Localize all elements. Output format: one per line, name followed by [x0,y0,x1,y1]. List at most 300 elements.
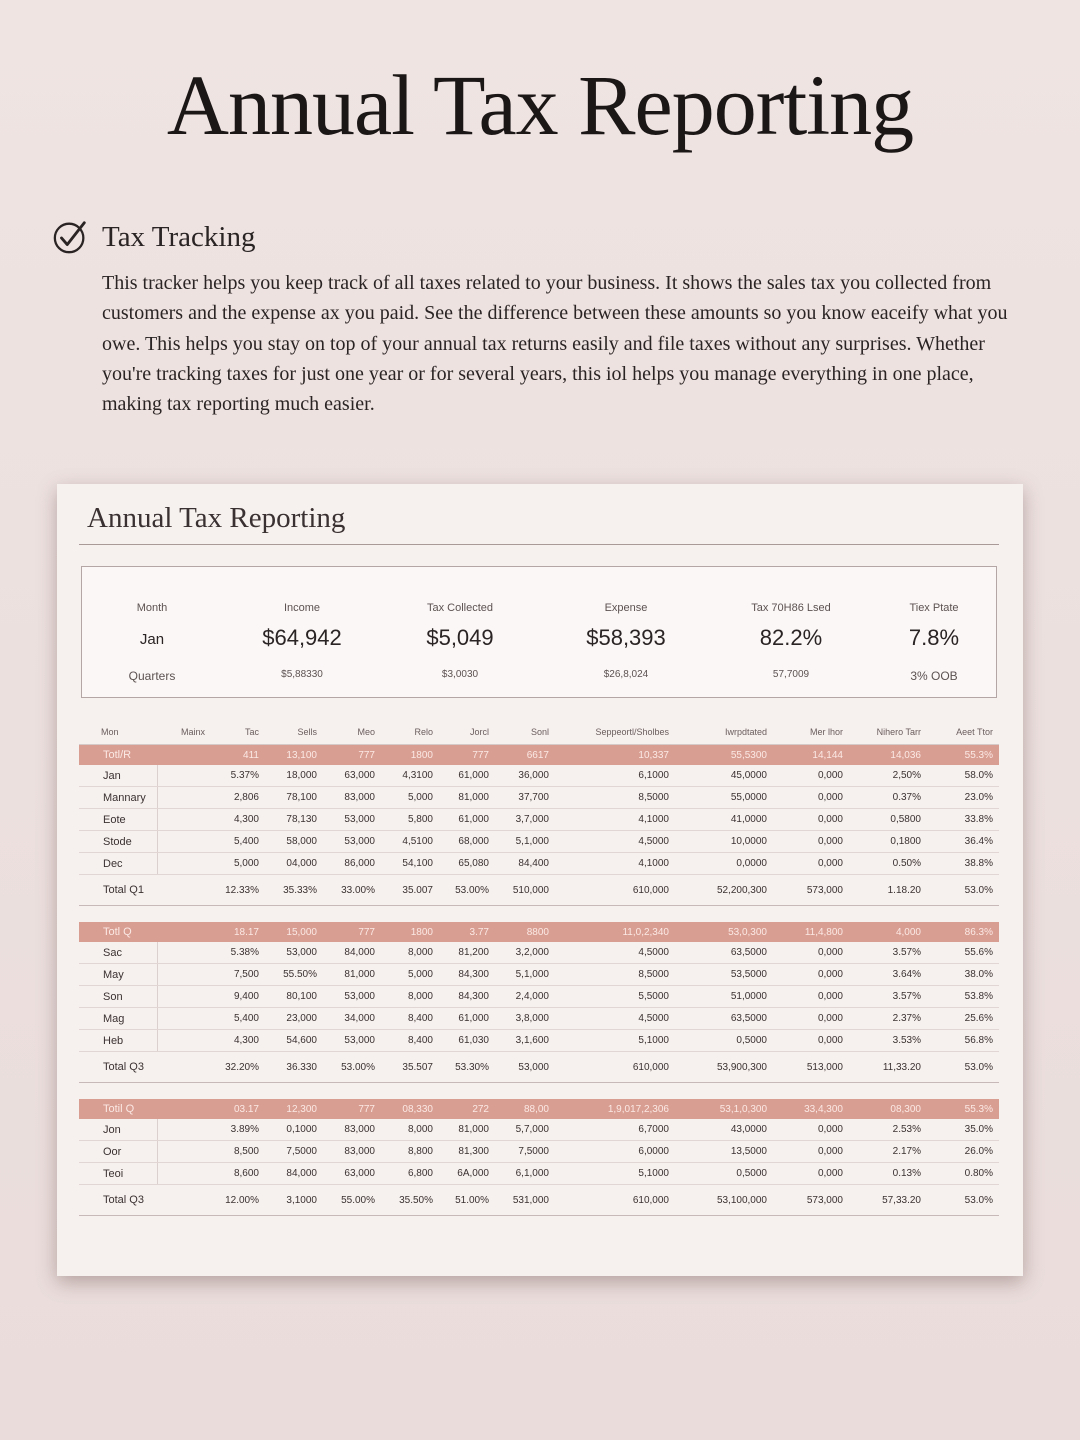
table-cell: 531,000 [495,1185,555,1216]
column-header: Meo [323,720,381,745]
column-header: Tac [211,720,265,745]
table-cell [157,1030,211,1052]
table-cell: 78,130 [265,809,323,831]
table-cell: 4,3100 [381,765,439,787]
row-label: May [79,964,157,986]
card-title: Annual Tax Reporting [87,502,346,534]
table-cell: 0,000 [773,787,849,809]
summary-sub: $26,8,024 [603,669,649,680]
table-cell: 2.17% [849,1141,927,1163]
table-cell: 35.507 [381,1052,439,1083]
header-row [79,720,999,745]
summary-tax-used [726,567,856,697]
table-cell: 5.37% [211,765,265,787]
table-cell: 84,300 [439,964,495,986]
table-cell: 35.50% [381,1185,439,1216]
table-cell: 54,600 [265,1030,323,1052]
table-cell [157,986,211,1008]
summary-sub: 3% OOB [910,669,958,683]
table-cell: 6617 [495,745,555,766]
table-cell: 58.0% [927,765,999,787]
table-cell: 63,000 [323,765,381,787]
table-cell: 5.38% [211,942,265,964]
table-cell [157,1008,211,1030]
table-cell: 610,000 [555,875,675,906]
table-row [79,765,999,787]
row-label: Totl Q [79,922,157,942]
table-cell: 23,000 [265,1008,323,1030]
table-cell: 9,400 [211,986,265,1008]
table-cell: 36.330 [265,1052,323,1083]
table-cell: 411 [211,745,265,766]
spacer-cell [79,1083,999,1100]
table-cell: 5,000 [211,853,265,875]
quarter-band-row [79,1099,999,1119]
table-cell: 8,000 [381,986,439,1008]
table-cell: 41,0000 [675,809,773,831]
row-label: Dec [79,853,157,875]
table-cell: 13,100 [265,745,323,766]
summary-label: Tiex Ptate [909,602,959,614]
table-cell: 53.30% [439,1052,495,1083]
table-cell: 3.89% [211,1119,265,1141]
table-body [79,745,999,1216]
table-cell: 68,000 [439,831,495,853]
table-cell: 3.57% [849,986,927,1008]
table-cell: 8800 [495,922,555,942]
table-cell: 3,2,000 [495,942,555,964]
table-cell: 4,5000 [555,831,675,853]
table-cell: 0,000 [773,1030,849,1052]
table-cell: 3,1000 [265,1185,323,1216]
summary-value: $64,942 [262,625,342,650]
table-cell: 83,000 [323,787,381,809]
table-cell: 1,9,017,2,306 [555,1099,675,1119]
quarter-band-row [79,745,999,766]
table-row [79,1119,999,1141]
row-label: Mag [79,1008,157,1030]
table-cell: 5,1000 [555,1030,675,1052]
table-cell: 51,0000 [675,986,773,1008]
table-row [79,831,999,853]
table-cell: 53,000 [323,809,381,831]
column-header: Iwrpdtated [675,720,773,745]
table-cell: 8,5000 [555,964,675,986]
table-cell: 55.3% [927,745,999,766]
table-cell: 35.0% [927,1119,999,1141]
table-cell: 32.20% [211,1052,265,1083]
table-cell: 8,500 [211,1141,265,1163]
table-cell [157,745,211,766]
table-cell: 53,0,300 [675,922,773,942]
table-cell: 14,036 [849,745,927,766]
table-cell [157,1099,211,1119]
table-cell: 56.8% [927,1030,999,1052]
table-cell: 0,000 [773,1141,849,1163]
section-title: Tax Tracking [102,220,256,253]
checkmark-circle-icon [52,218,90,256]
table-cell: 0,000 [773,765,849,787]
summary-sub: Quarters [128,669,176,683]
table-cell: 4,300 [211,1030,265,1052]
table-cell: 7,5000 [265,1141,323,1163]
table-cell: 63,5000 [675,1008,773,1030]
table-cell [157,922,211,942]
table-cell [157,964,211,986]
table-cell: 5,800 [381,809,439,831]
row-label: Stode [79,831,157,853]
table-cell: 7,5000 [495,1141,555,1163]
quarter-total-row [79,875,999,906]
table-cell: 8,000 [381,1119,439,1141]
table-cell: 6,1,000 [495,1163,555,1185]
table-cell [157,1185,211,1216]
row-label: Total Q3 [79,1052,157,1083]
table-cell: 777 [439,745,495,766]
summary-value: 82.2% [759,625,823,650]
table-row [79,1008,999,1030]
row-label: Son [79,986,157,1008]
column-header: Mainx [157,720,211,745]
table-cell: 1800 [381,745,439,766]
table-cell [157,875,211,906]
table-cell: 5,000 [381,787,439,809]
table-cell: 10,0000 [675,831,773,853]
table-cell: 7,500 [211,964,265,986]
summary-tax-collected [400,567,520,697]
summary-value: $5,049 [426,625,494,650]
table-cell: 04,000 [265,853,323,875]
summary-label: Month [136,602,168,614]
table-cell: 53.8% [927,986,999,1008]
table-header [79,720,999,745]
table-cell: 52,200,300 [675,875,773,906]
table-cell: 0,000 [773,1119,849,1141]
table-cell: 55,5300 [675,745,773,766]
table-cell: 61,000 [439,809,495,831]
table-cell: 2.53% [849,1119,927,1141]
table-cell: 0,000 [773,986,849,1008]
table-cell: 3.64% [849,964,927,986]
table-cell: 55.50% [265,964,323,986]
table-cell [157,942,211,964]
summary-value: $58,393 [586,625,666,650]
table-cell: 86.3% [927,922,999,942]
table-cell: 573,000 [773,1185,849,1216]
table-cell: 84,300 [439,986,495,1008]
table-cell: 78,100 [265,787,323,809]
table-cell: 4,1000 [555,809,675,831]
table-cell: 1800 [381,922,439,942]
table-cell: 53,000 [323,986,381,1008]
table-cell: 5,000 [381,964,439,986]
column-header: Mer lhor [773,720,849,745]
summary-label: Tax Collected [426,602,494,614]
table-cell: 63,5000 [675,942,773,964]
table-cell: 0,5000 [675,1030,773,1052]
table-cell: 8,5000 [555,787,675,809]
table-cell: 81,000 [439,787,495,809]
tax-report-card [57,484,1023,1276]
section-header [52,218,255,256]
table-cell: 6,800 [381,1163,439,1185]
table-cell: 4,5000 [555,1008,675,1030]
table-cell: 36.4% [927,831,999,853]
table-cell: 12.33% [211,875,265,906]
table-cell: 51.00% [439,1185,495,1216]
table-cell [157,853,211,875]
column-header: Nihero Tarr [849,720,927,745]
table-cell [157,1119,211,1141]
table-cell: 3.57% [849,942,927,964]
table-row [79,964,999,986]
table-cell: 0,000 [773,964,849,986]
table-row [79,787,999,809]
table-cell: 38.0% [927,964,999,986]
column-header: Mon [79,720,157,745]
table-cell: 83,000 [323,1141,381,1163]
table-cell: 84,400 [495,853,555,875]
table-cell: 6,7000 [555,1119,675,1141]
table-cell: 63,000 [323,1163,381,1185]
table-cell: 0,1800 [849,831,927,853]
table-cell: 4,5100 [381,831,439,853]
table-cell: 61,000 [439,765,495,787]
table-row [79,1141,999,1163]
table-cell: 1.18.20 [849,875,927,906]
table-cell: 37,700 [495,787,555,809]
table-cell: 8,800 [381,1141,439,1163]
table-row [79,1030,999,1052]
table-cell: 08,330 [381,1099,439,1119]
table-cell: 573,000 [773,875,849,906]
table-cell: 23.0% [927,787,999,809]
table-cell: 55,0000 [675,787,773,809]
table-cell: 58,000 [265,831,323,853]
table-cell: 4,000 [849,922,927,942]
table-cell: 18.17 [211,922,265,942]
table-cell: 53,000 [323,831,381,853]
table-cell: 5,5000 [555,986,675,1008]
table-cell: 53.00% [323,1052,381,1083]
table-cell: 38.8% [927,853,999,875]
table-cell: 65,080 [439,853,495,875]
table-cell [157,1052,211,1083]
table-cell: 53,000 [495,1052,555,1083]
table-cell: 5,400 [211,831,265,853]
table-cell: 0,000 [773,831,849,853]
table-cell: 13,5000 [675,1141,773,1163]
table-cell: 43,0000 [675,1119,773,1141]
table-cell: 6,1000 [555,765,675,787]
table-cell: 510,000 [495,875,555,906]
table-cell: 33.00% [323,875,381,906]
table-cell: 55.6% [927,942,999,964]
table-cell: 777 [323,745,381,766]
row-label: Total Q1 [79,875,157,906]
table-cell: 0,1000 [265,1119,323,1141]
group-spacer [79,906,999,923]
table-cell: 0,000 [773,1008,849,1030]
group-spacer [79,1083,999,1100]
table-cell: 5,1,000 [495,831,555,853]
table-cell: 0,000 [773,1163,849,1185]
column-header: Seppeortl/Sholbes [555,720,675,745]
table-cell: 2,50% [849,765,927,787]
row-label: Jan [79,765,157,787]
table-cell: 3.53% [849,1030,927,1052]
quarter-band-row [79,922,999,942]
table-cell: 81,300 [439,1141,495,1163]
table-cell: 53,000 [265,942,323,964]
table-cell: 0,0000 [675,853,773,875]
row-label: Teoi [79,1163,157,1185]
table-cell: 3.77 [439,922,495,942]
column-header: Jorcl [439,720,495,745]
table-cell: 8,400 [381,1008,439,1030]
summary-panel [81,566,997,698]
table-cell: 34,000 [323,1008,381,1030]
quarter-total-row [79,1185,999,1216]
table-cell: 272 [439,1099,495,1119]
table-cell: 3,7,000 [495,809,555,831]
table-cell: 0,5000 [675,1163,773,1185]
page-title: Annual Tax Reporting [166,57,914,153]
summary-label: Tax 70H86 Lsed [751,602,831,614]
table-cell: 12,300 [265,1099,323,1119]
table-cell: 5,400 [211,1008,265,1030]
table-cell [157,787,211,809]
row-label: Totil Q [79,1099,157,1119]
table-cell: 0,5800 [849,809,927,831]
table-cell: 5,1,000 [495,964,555,986]
table-cell: 53,900,300 [675,1052,773,1083]
table-cell: 33,4,300 [773,1099,849,1119]
table-cell: 5,1000 [555,1163,675,1185]
table-cell: 11,0,2,340 [555,922,675,942]
table-cell [157,765,211,787]
table-cell: 777 [323,922,381,942]
column-header: Sells [265,720,323,745]
table-cell: 55.3% [927,1099,999,1119]
table-cell: 81,000 [439,1119,495,1141]
table-cell: 0,000 [773,942,849,964]
table-cell: 2,806 [211,787,265,809]
summary-sub: $3,0030 [441,669,479,680]
table-cell: 80,100 [265,986,323,1008]
table-cell [157,1163,211,1185]
table-cell: 8,000 [381,942,439,964]
table-cell: 61,030 [439,1030,495,1052]
table-cell [157,809,211,831]
table-row [79,986,999,1008]
table-cell: 15,000 [265,922,323,942]
table-cell: 11,33.20 [849,1052,927,1083]
table-cell: 3,8,000 [495,1008,555,1030]
summary-sub: $5,88330 [281,669,323,680]
table-cell: 03.17 [211,1099,265,1119]
table-cell: 53,000 [323,1030,381,1052]
summary-label: Income [283,602,321,614]
table-row [79,942,999,964]
row-label: Totl/R [79,745,157,766]
table-cell: 35.33% [265,875,323,906]
summary-month [102,567,202,697]
table-cell: 4,5000 [555,942,675,964]
table-cell: 18,000 [265,765,323,787]
table-cell: 53.0% [927,1185,999,1216]
table-cell: 55.00% [323,1185,381,1216]
table-cell: 33.8% [927,809,999,831]
table-cell: 0,000 [773,809,849,831]
quarter-total-row [79,1052,999,1083]
table-cell: 610,000 [555,1052,675,1083]
table-cell: 53,100,000 [675,1185,773,1216]
table-cell: 8,400 [381,1030,439,1052]
table-cell: 35.007 [381,875,439,906]
table-cell: 513,000 [773,1052,849,1083]
title-divider [79,544,999,545]
column-header: Sonl [495,720,555,745]
table-cell: 54,100 [381,853,439,875]
row-label: Heb [79,1030,157,1052]
row-label: Sac [79,942,157,964]
spacer-cell [79,906,999,923]
table-cell: 6,0000 [555,1141,675,1163]
table-cell: 53,5000 [675,964,773,986]
summary-sub: 57,7009 [772,669,810,680]
summary-income [242,567,362,697]
summary-label: Expense [604,602,648,614]
row-label: Eote [79,809,157,831]
table-cell: 2,4,000 [495,986,555,1008]
table-row [79,1163,999,1185]
table-cell: 88,00 [495,1099,555,1119]
table-cell: 26.0% [927,1141,999,1163]
table-cell: 0.50% [849,853,927,875]
table-cell: 08,300 [849,1099,927,1119]
table-cell: 8,600 [211,1163,265,1185]
summary-value[interactable]: Jan [139,631,165,648]
table-cell [157,831,211,853]
table-cell: 12.00% [211,1185,265,1216]
table-cell: 4,1000 [555,853,675,875]
table-cell: 4,300 [211,809,265,831]
table-cell: 81,200 [439,942,495,964]
table-cell: 25.6% [927,1008,999,1030]
table-cell: 53,1,0,300 [675,1099,773,1119]
table-cell: 0.37% [849,787,927,809]
table-cell: 0,000 [773,853,849,875]
tax-table [79,720,999,1216]
table-cell: 36,000 [495,765,555,787]
table-cell: 81,000 [323,964,381,986]
table-cell: 11,4,800 [773,922,849,942]
column-header: Relo [381,720,439,745]
table-cell: 84,000 [265,1163,323,1185]
row-label: Total Q3 [79,1185,157,1216]
row-label: Jon [79,1119,157,1141]
table-cell: 0.13% [849,1163,927,1185]
table-cell: 45,0000 [675,765,773,787]
table-cell: 777 [323,1099,381,1119]
row-label: Oor [79,1141,157,1163]
table-cell: 84,000 [323,942,381,964]
table-cell: 14,144 [773,745,849,766]
summary-expense [566,567,686,697]
summary-value: 7.8% [908,625,960,650]
table-cell: 10,337 [555,745,675,766]
